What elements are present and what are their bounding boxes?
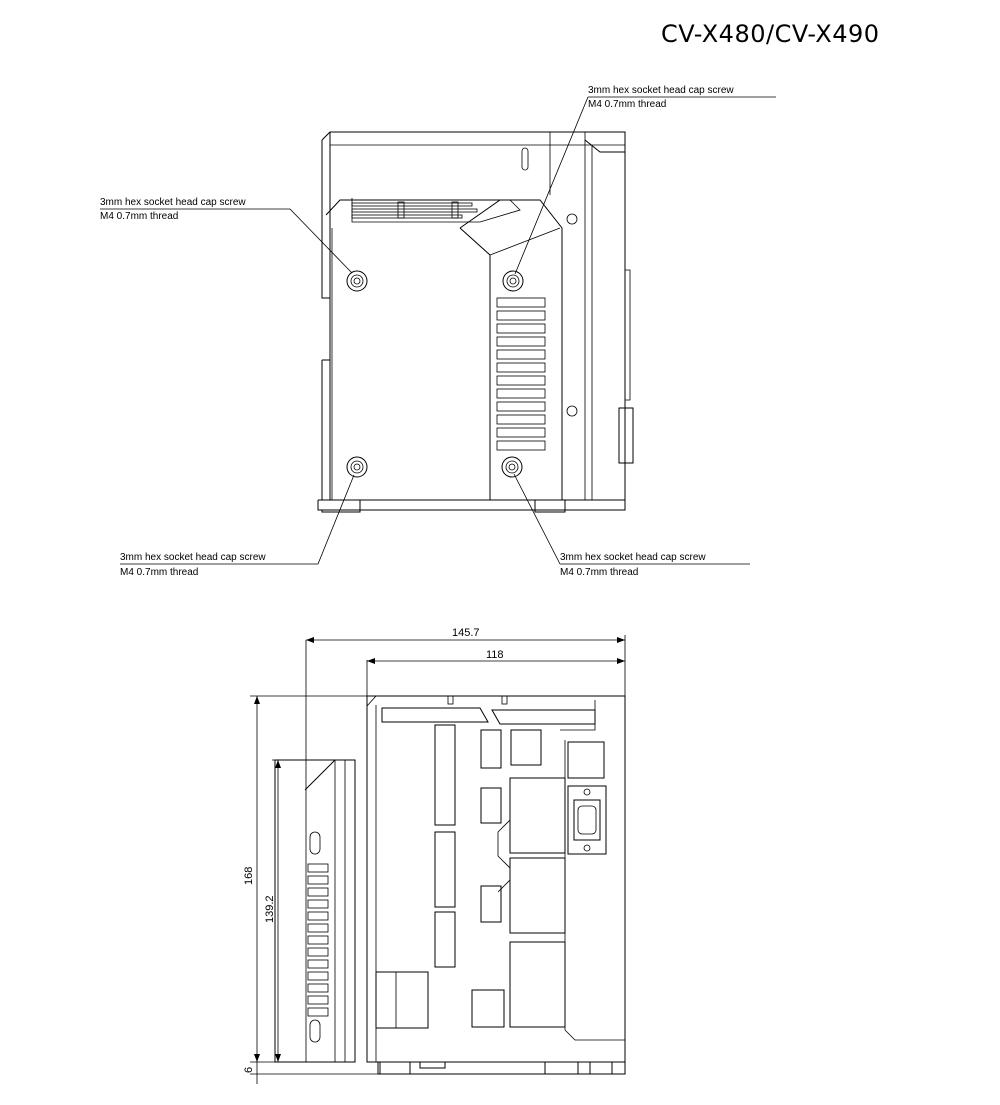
callout-upper-right-thread: M4 0.7mm thread [588,99,667,110]
callout-upper-left-spec: 3mm hex socket head cap screw [100,197,246,208]
callout-lower-left-spec: 3mm hex socket head cap screw [120,552,266,563]
model-title: CV-X480/CV-X490 [661,20,880,48]
dimension-overall-height [243,696,380,1062]
dim-168: 168 [243,866,255,885]
dsub-connector [568,786,606,854]
dimension-body-width [367,649,625,700]
dimension-inner-height [264,760,300,1062]
callout-lower-right-spec: 3mm hex socket head cap screw [560,552,706,563]
dim-6: 6 [243,1066,255,1073]
dim-139-2: 139.2 [264,895,276,923]
top-view-vent-grille [308,864,328,1016]
callout-lower-right-thread: M4 0.7mm thread [560,567,639,578]
side-vent-grille [497,298,545,450]
top-view [243,627,625,1084]
callout-upper-right-spec: 3mm hex socket head cap screw [588,85,734,96]
screw-lower-right [502,457,522,477]
top-vent-slits [352,198,520,222]
dim-145-7: 145.7 [452,627,480,639]
screw-upper-left [347,271,367,291]
board-connectors [376,725,625,1040]
side-view [100,85,776,578]
dimension-overall-width [306,627,625,1062]
callout-upper-left-thread: M4 0.7mm thread [100,211,179,222]
dimension-foot-height [243,1062,380,1084]
screw-upper-right [503,271,523,291]
callout-lower-left-thread: M4 0.7mm thread [120,567,199,578]
dim-118: 118 [486,649,504,661]
screw-lower-left [347,457,367,477]
